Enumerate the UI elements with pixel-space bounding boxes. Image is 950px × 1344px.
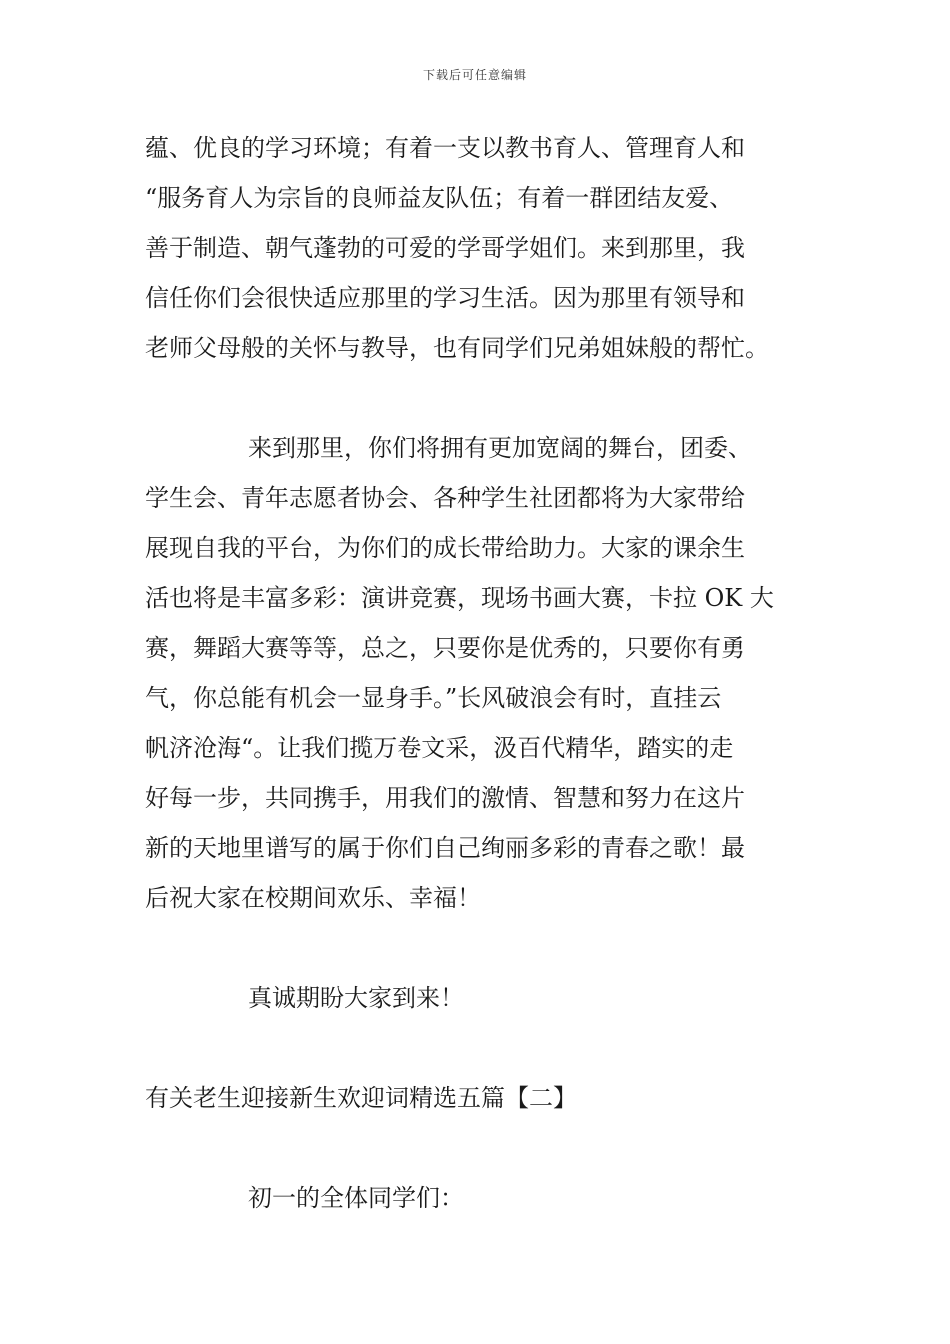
paragraph-1-line: 信任你们会很快适应那里的学习生活。因为那里有领导和 — [145, 284, 745, 312]
paragraph-1-line: 善于制造、朝气蓬勃的可爱的学哥学姐们。来到那里，我 — [145, 234, 745, 262]
paragraph-1-line: “服务育人为宗旨的良师益友队伍；有着一群团结友爱、 — [145, 184, 734, 212]
paragraph-2-line: 好每一步，共同携手，用我们的激情、智慧和努力在这片 — [145, 784, 745, 812]
paragraph-1-line: 老师父母般的关怀与教导，也有同学们兄弟姐妹般的帮忙。 — [145, 334, 769, 362]
paragraph-2-line: 来到那里，你们将拥有更加宽阔的舞台，团委、 — [248, 434, 752, 462]
paragraph-2-line: 后祝大家在校期间欢乐、幸福！ — [145, 884, 481, 912]
paragraph-2-line: 学生会、青年志愿者协会、各种学生社团都将为大家带给 — [145, 484, 745, 512]
page-header: 下载后可任意编辑 — [422, 68, 527, 82]
paragraph-1-line: 蕴、优良的学习环境；有着一支以教书育人、管理育人和 — [145, 134, 745, 162]
salutation: 初一的全体同学们： — [248, 1184, 464, 1212]
section-title: 有关老生迎接新生欢迎词精选五篇【二】 — [145, 1084, 577, 1112]
paragraph-2-line: 气，你总能有机会一显身手。”长风破浪会有时，直挂云 — [145, 684, 722, 712]
paragraph-2-line: 活也将是丰富多彩：演讲竞赛，现场书画大赛，卡拉 OK 大 — [145, 584, 774, 612]
paragraph-2-line: 帆济沧海“。让我们揽万卷文采，汲百代精华，踏实的走 — [145, 734, 734, 762]
closing-line: 真诚期盼大家到来！ — [248, 984, 464, 1012]
paragraph-2-line: 展现自我的平台，为你们的成长带给助力。大家的课余生 — [145, 534, 745, 562]
paragraph-2-line: 赛，舞蹈大赛等等，总之，只要你是优秀的，只要你有勇 — [145, 634, 745, 662]
paragraph-2-line: 新的天地里谱写的属于你们自己绚丽多彩的青春之歌！最 — [145, 834, 745, 862]
